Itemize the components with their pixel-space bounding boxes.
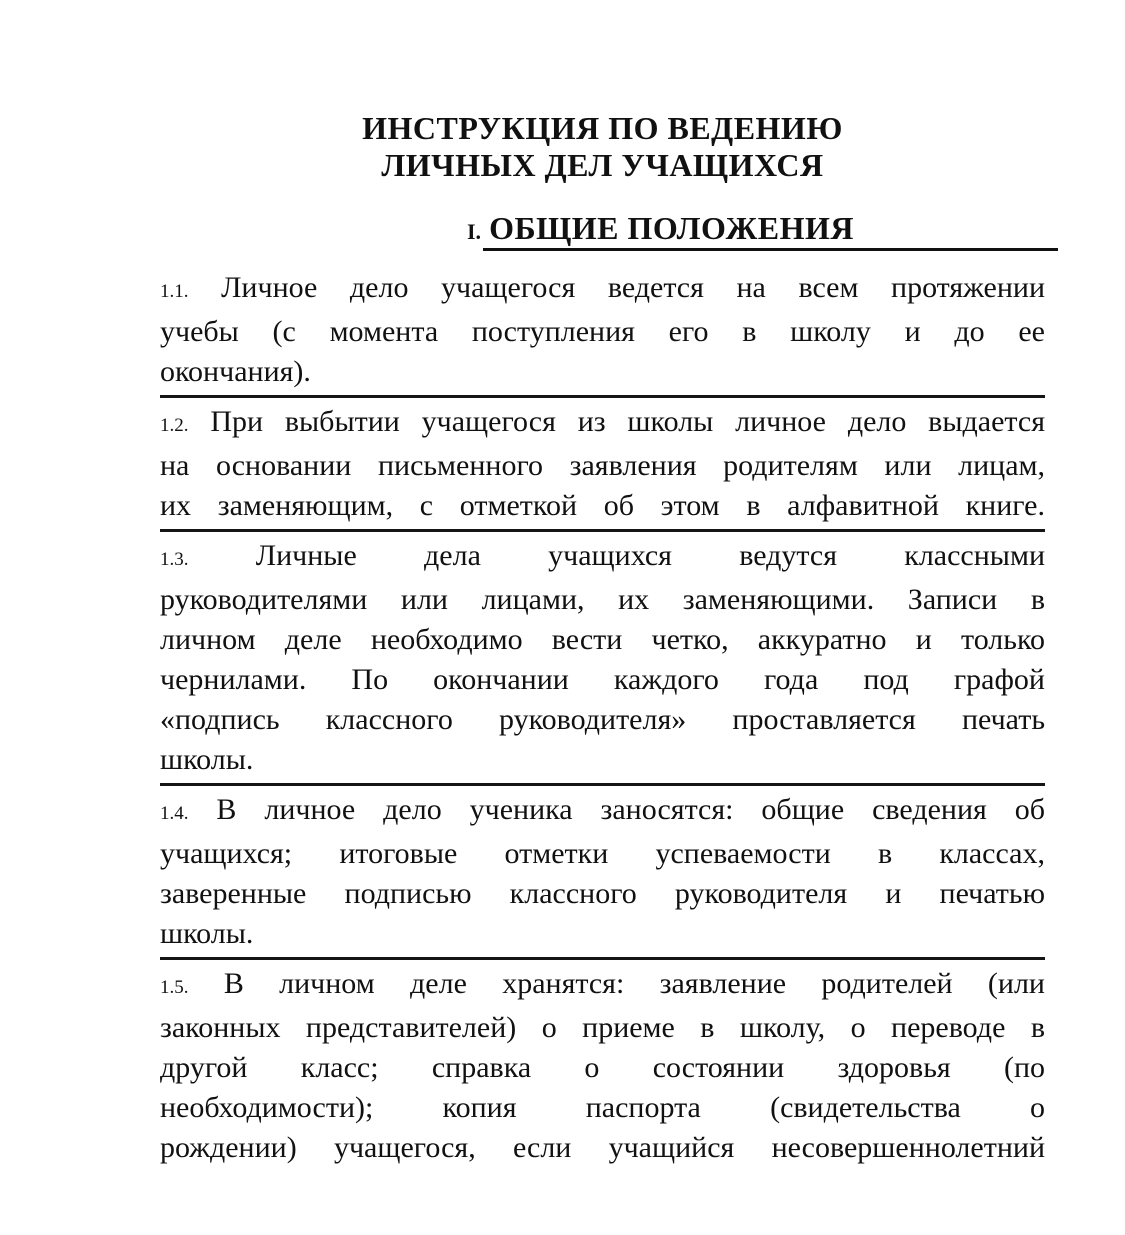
text-line: 1.5. В личном деле хранятся: заявление родителей (или bbox=[160, 967, 1045, 1000]
text-line: «подпись классного руководителя» проставляется печать bbox=[160, 703, 1045, 736]
text-line: руководителями или лицами, их заменяющими. Записи в bbox=[160, 583, 1045, 616]
section-number: I. bbox=[467, 219, 482, 244]
text-line: 1.1. Личное дело учащегося ведется на всем протяжении bbox=[160, 271, 1045, 304]
document-title-line2: ЛИЧНЫХ ДЕЛ УЧАЩИХСЯ bbox=[381, 147, 824, 183]
horizontal-rule bbox=[160, 783, 1045, 786]
text-line: учебы (с момента поступления его в школу и до ее bbox=[160, 315, 1045, 348]
text-line: личном деле необходимо вести четко, аккуратно и только bbox=[160, 623, 1045, 656]
text-line: рождении) учащегося, если учащийся несовершеннолетний bbox=[160, 1131, 1045, 1164]
document-body bbox=[160, 268, 1045, 1168]
paragraph-number: 1.3. bbox=[160, 549, 189, 570]
paragraph-1-1 bbox=[160, 268, 1045, 392]
text-line: их заменяющим, с отметкой об этом в алфавитной книге. bbox=[160, 489, 1045, 522]
paragraph-1-5 bbox=[160, 964, 1045, 1168]
text-line: учащихся; итоговые отметки успеваемости в классах, bbox=[160, 837, 1045, 870]
document-title bbox=[160, 110, 1045, 184]
paragraph-number: 1.4. bbox=[160, 803, 189, 824]
text-line: школы. bbox=[160, 743, 254, 776]
text-line: школы. bbox=[160, 917, 254, 950]
text-line: 1.4. В личное дело ученика заносятся: общие сведения об bbox=[160, 793, 1045, 826]
paragraph-number: 1.5. bbox=[160, 977, 189, 998]
document-title-line1: ИНСТРУКЦИЯ ПО ВЕДЕНИЮ bbox=[362, 110, 843, 146]
document-page bbox=[0, 110, 1125, 1235]
horizontal-rule bbox=[160, 395, 1045, 398]
paragraph-number: 1.2. bbox=[160, 415, 189, 436]
text-line: на основании письменного заявления родителям или лицам, bbox=[160, 449, 1045, 482]
paragraph-1-3 bbox=[160, 536, 1045, 780]
text-line: заверенные подписью классного руководителя и печатью bbox=[160, 877, 1045, 910]
paragraph-1-2 bbox=[160, 402, 1045, 526]
text-line: 1.2. При выбытии учащегося из школы личное дело выдается bbox=[160, 405, 1045, 438]
text-line: необходимости); копия паспорта (свидетельства о bbox=[160, 1091, 1045, 1124]
text-line: окончания). bbox=[160, 355, 311, 388]
text-line: законных представителей) о приеме в школу, о переводе в bbox=[160, 1011, 1045, 1044]
paragraph-1-4 bbox=[160, 790, 1045, 954]
horizontal-rule bbox=[160, 529, 1045, 532]
text-line: другой класс; справка о состоянии здоровья (по bbox=[160, 1051, 1045, 1084]
section-heading-row bbox=[467, 210, 1058, 251]
section-heading: ОБЩИЕ ПОЛОЖЕНИЯ bbox=[489, 210, 854, 246]
section-heading-underline bbox=[483, 210, 1058, 251]
horizontal-rule bbox=[160, 957, 1045, 960]
paragraph-number: 1.1. bbox=[160, 281, 189, 302]
text-line: чернилами. По окончании каждого года под графой bbox=[160, 663, 1045, 696]
text-line: 1.3. Личные дела учащихся ведутся классными bbox=[160, 539, 1045, 572]
